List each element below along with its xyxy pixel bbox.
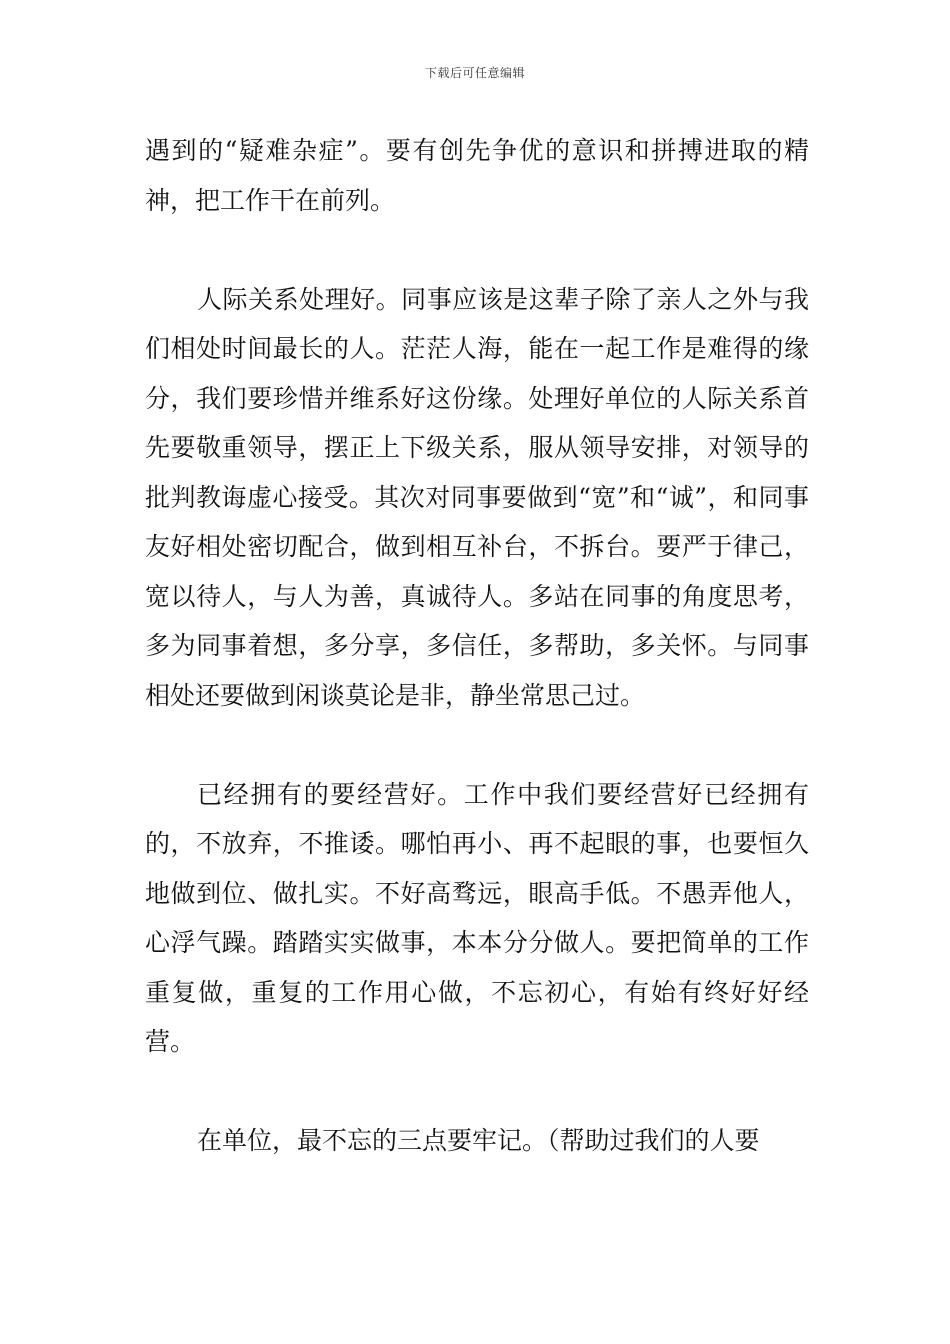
paragraph-gap bbox=[145, 720, 809, 770]
document-body bbox=[145, 126, 809, 1166]
paragraph-gap bbox=[145, 1067, 809, 1117]
paragraph-4: 在单位，最不忘的三点要牢记。（帮助过我们的人要 bbox=[197, 1126, 760, 1155]
paragraph-1: 遇到的“疑难杂症”。要有创先争优的意识和拼搏进取的精神，把工作干在前列。 bbox=[145, 136, 809, 215]
paragraph-3: 已经拥有的要经营好。工作中我们要经营好已经拥有的，不放弃，不推诿。哪怕再小、再不起眼的事，也要恒久地做到位、做扎实。不好高骛远，眼高手低。不愚弄他人，心浮气躁。踏踏实实做事，本本分分做人。要把简单的工作重复做，重复的工作用心做，不忘初心，有始有终好好经营。 bbox=[145, 779, 809, 1056]
paragraph-gap bbox=[145, 225, 809, 275]
paragraph-2: 人际关系处理好。同事应该是这辈子除了亲人之外与我们相处时间最长的人。茫茫人海，能在一起工作是难得的缘分，我们要珍惜并维系好这份缘。处理好单位的人际关系首先要敬重领导，摆正上下级关系，服从领导安排，对领导的批判教诲虚心接受。其次对同事要做到“宽”和“诚”，和同事友好相处密切配合，做到相互补台，不拆台。要严于律己，宽以待人，与人为善，真诚待人。多站在同事的角度思考，多为同事着想，多分享，多信任，多帮助，多关怀。与同事相处还要做到闲谈莫论是非，静坐常思己过。 bbox=[145, 284, 809, 710]
page-header: 下载后可任意编辑 bbox=[424, 66, 525, 80]
